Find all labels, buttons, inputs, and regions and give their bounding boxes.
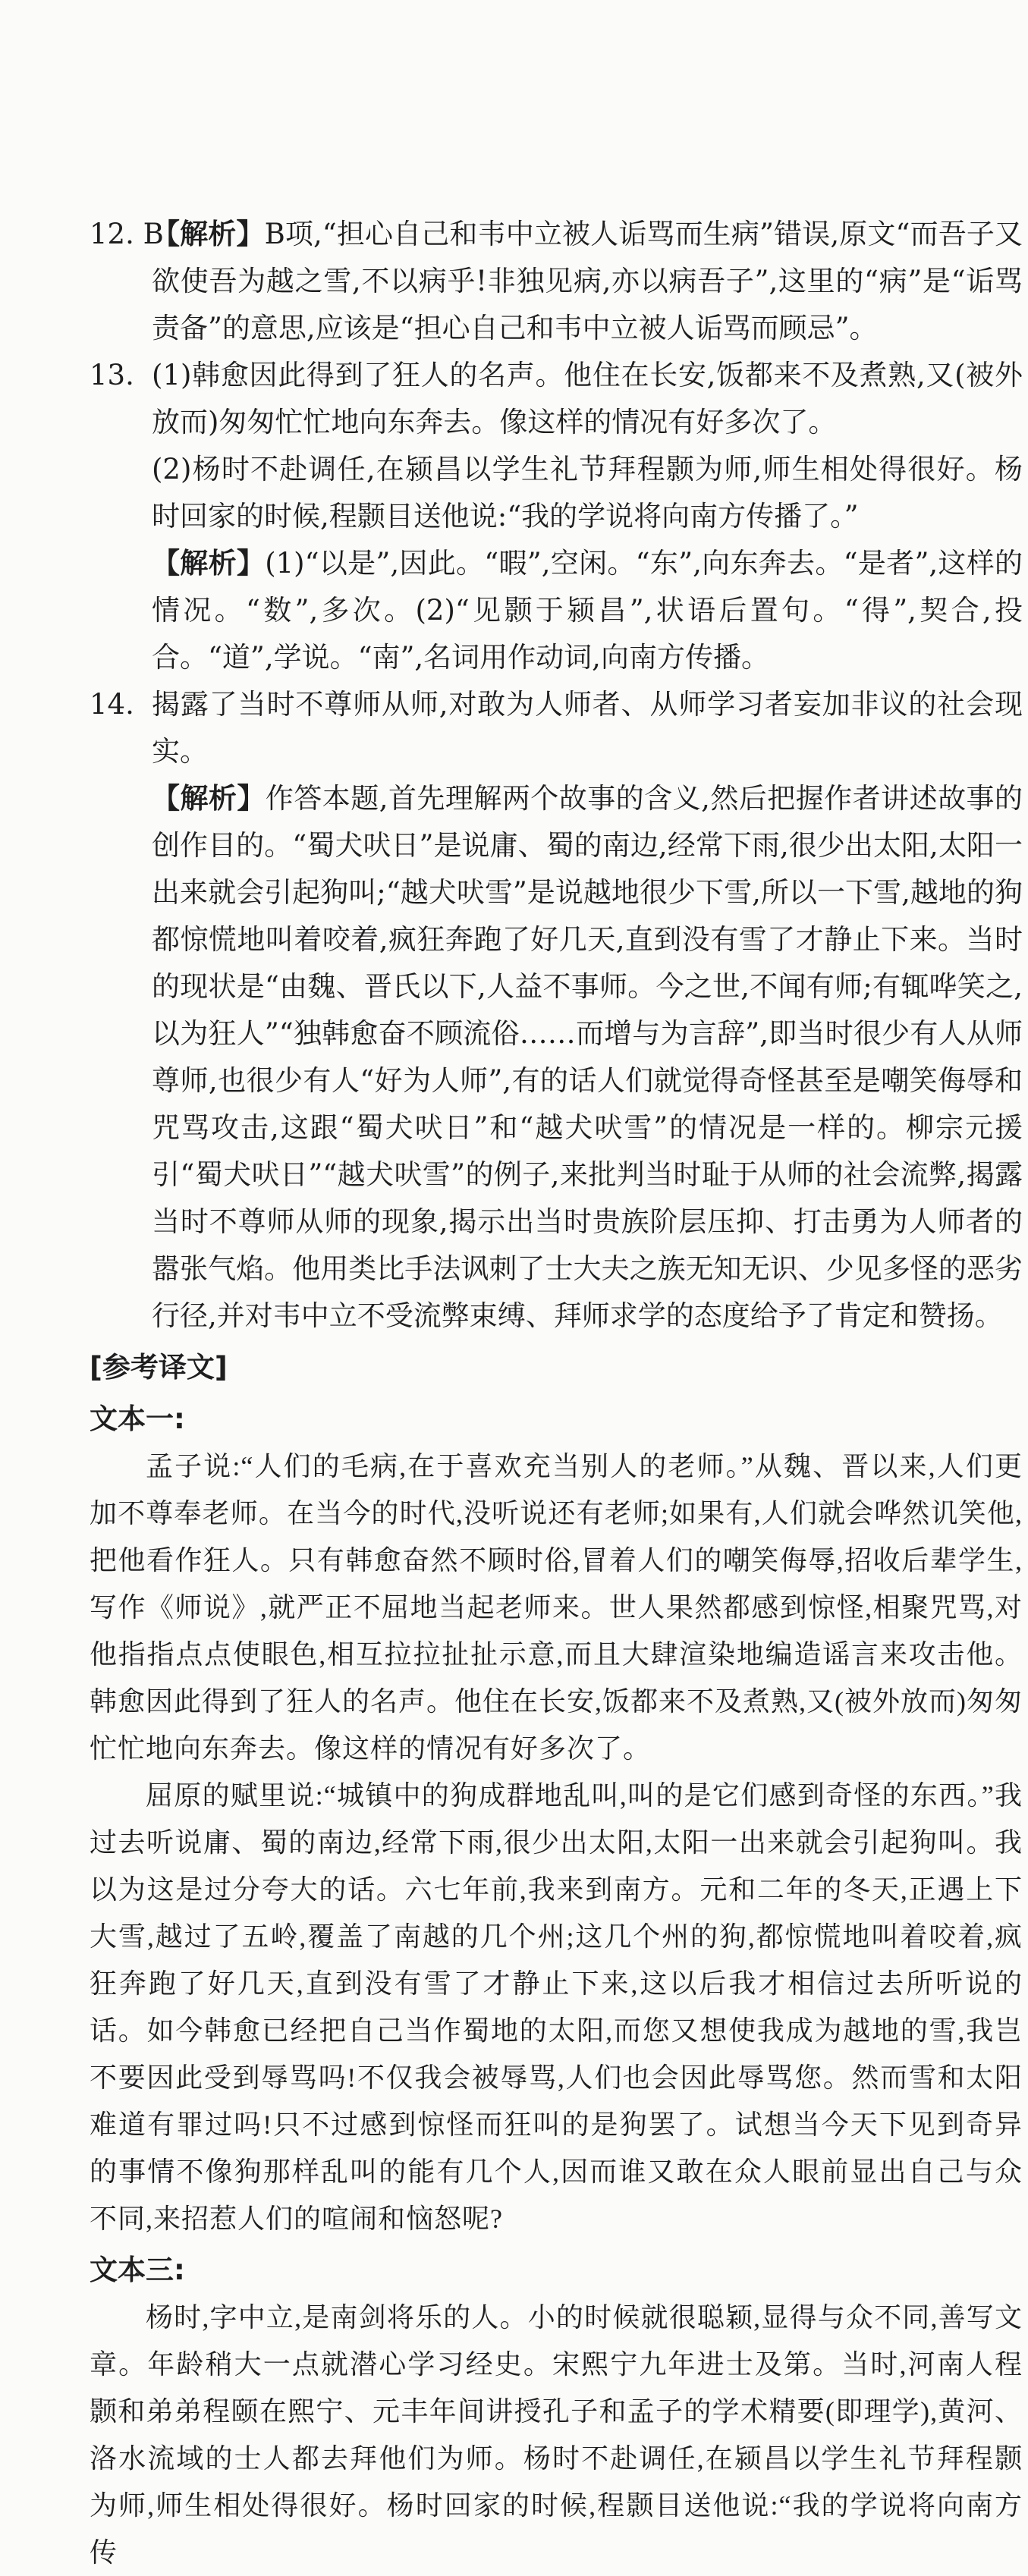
- text1-paragraph-2: 屈原的赋里说:“城镇中的狗成群地乱叫,叫的是它们感到奇怪的东西。”我过去听说庸、蜀的南边,经常下雨,很少出太阳,太阳一出来就会引起狗叫。我以为这是过分夸大的话。六七年前,我来到南方。元和二年的冬天,正遇上下大雪,越过了五岭,覆盖了南越的几个州;这几个州的狗,都惊慌地叫着咬着,疯狂奔跑了好几天,直到没有雪了才静止下来,这以后我才相信过去所听说的话。如今韩愈已经把自己当作蜀地的太阳,而您又想使我成为越地的雪,我岂不要因此受到辱骂吗!不仅我会被辱骂,人们也会因此辱骂您。然而雪和太阳难道有罪过吗!只不过感到惊怪而狂叫的是狗罢了。试想当今天下见到奇异的事情不像狗那样乱叫的能有几个人,因而谁又敢在众人眼前显出自己与众不同,来招惹人们的喧闹和恼怒呢?: [90, 1780, 1023, 2234]
- question-number: 12. B: [90, 218, 164, 250]
- question-13-part2: (2)杨时不赴调任,在颍昌以学生礼节拜程颢为师,师生相处得很好。杨时回家的时候,程颢目送他说:“我的学说将向南方传播了。”: [152, 453, 1023, 532]
- text3-label: 文本三:: [90, 2254, 185, 2286]
- question-13-analysis: [90, 540, 1023, 681]
- answer-text: (1)韩愈因此得到了狂人的名声。他住在长安,饭都来不及煮熟,又(被外放而)匆匆忙忙地向东奔去。像这样的情况有好多次了。: [152, 359, 1023, 438]
- analysis-text: 作答本题,首先理解两个故事的含义,然后把握作者讲述故事的创作目的。“蜀犬吠日”是说庸、蜀的南边,经常下雨,很少出太阳,太阳一出来就会引起狗叫;“越犬吠雪”是说越地很少下雪,所以一下雪,越地的狗都惊慌地叫着咬着,疯狂奔跑了好几天,直到没有雪了才静止下来。当时的现状是“由魏、晋氏以下,人益不事师。今之世,不闻有师;有辄哗笑之,以为狂人”“独韩愈奋不顾流俗……而增与为言辞”,即当时很少有人从师尊师,也很少有人“好为人师”,有的话人们就觉得奇怪甚至是嘲笑侮辱和咒骂攻击,这跟“蜀犬吠日”和“越犬吠雪”的情况是一样的。柳宗元援引“蜀犬吠日”“越犬吠雪”的例子,来批判当时耻于从师的社会流弊,揭露当时不尊师从师的现象,揭示出当时贵族阶层压抑、打击勇为人师者的嚣张气焰。他用类比手法讽刺了士大夫之族无知无识、少见多怪的恶劣行径,并对韦中立不受流弊束缚、拜师求学的态度给予了肯定和赞扬。: [152, 782, 1023, 1332]
- analysis-tag: 【解析】: [152, 218, 265, 250]
- question-12: [90, 211, 1023, 352]
- question-number: 13.: [90, 359, 134, 391]
- text3-paragraph-1: 杨时,字中立,是南剑将乐的人。小的时候就很聪颖,显得与众不同,善写文章。年龄稍大一点就潜心学习经史。宋熙宁九年进士及第。当时,河南人程颢和弟弟程颐在熙宁、元丰年间讲授孔子和孟子的学术精要(即理学),黄河、洛水流域的士人都去拜他们为师。杨时不赴调任,在颍昌以学生礼节拜程颢为师,师生相处得很好。杨时回家的时候,程颢目送他说:“我的学说将向南方传: [90, 2302, 1023, 2568]
- analysis-tag: 【解析】: [152, 547, 266, 580]
- answer-text: 揭露了当时不尊师从师,对敢为人师者、从师学习者妄加非议的社会现实。: [152, 688, 1023, 768]
- reference-heading: [参考译文]: [90, 1351, 228, 1384]
- question-13-part1: [90, 352, 1023, 446]
- question-text: B项,“担心自己和韦中立被人诟骂而生病”错误,原文“而吾子又欲使吾为越之雪,不以病乎!非独见病,亦以病吾子”,这里的“病”是“诟骂责备”的意思,应该是“担心自己和韦中立被人诟骂而顾忌”。: [152, 218, 1023, 344]
- analysis-tag: 【解析】: [152, 782, 266, 815]
- question-number: 14.: [90, 688, 134, 721]
- text1-label: 文本一:: [90, 1403, 185, 1435]
- question-14-analysis: [90, 775, 1023, 1340]
- analysis-text: (1)“以是”,因此。“暇”,空闲。“东”,向东奔去。“是者”,这样的情况。“数”,多次。(2)“见颢于颍昌”,状语后置句。“得”,契合,投合。“道”,学说。“南”,名词用作动词,向南方传播。: [152, 547, 1023, 674]
- question-14: [90, 681, 1023, 775]
- text1-paragraph-1: 孟子说:“人们的毛病,在于喜欢充当别人的老师。”从魏、晋以来,人们更加不尊奉老师。在当今的时代,没听说还有老师;如果有,人们就会哗然讥笑他,把他看作狂人。只有韩愈奋然不顾时俗,冒着人们的嘲笑侮辱,招收后辈学生,写作《师说》,就严正不屈地当起老师来。世人果然都感到惊怪,相聚咒骂,对他指指点点使眼色,相互拉拉扯扯示意,而且大肆渲染地编造谣言来攻击他。韩愈因此得到了狂人的名声。他住在长安,饭都来不及煮熟,又(被外放而)匆匆忙忙地向东奔去。像这样的情况有好多次了。: [90, 1451, 1023, 1764]
- answer-content: [90, 211, 1023, 2576]
